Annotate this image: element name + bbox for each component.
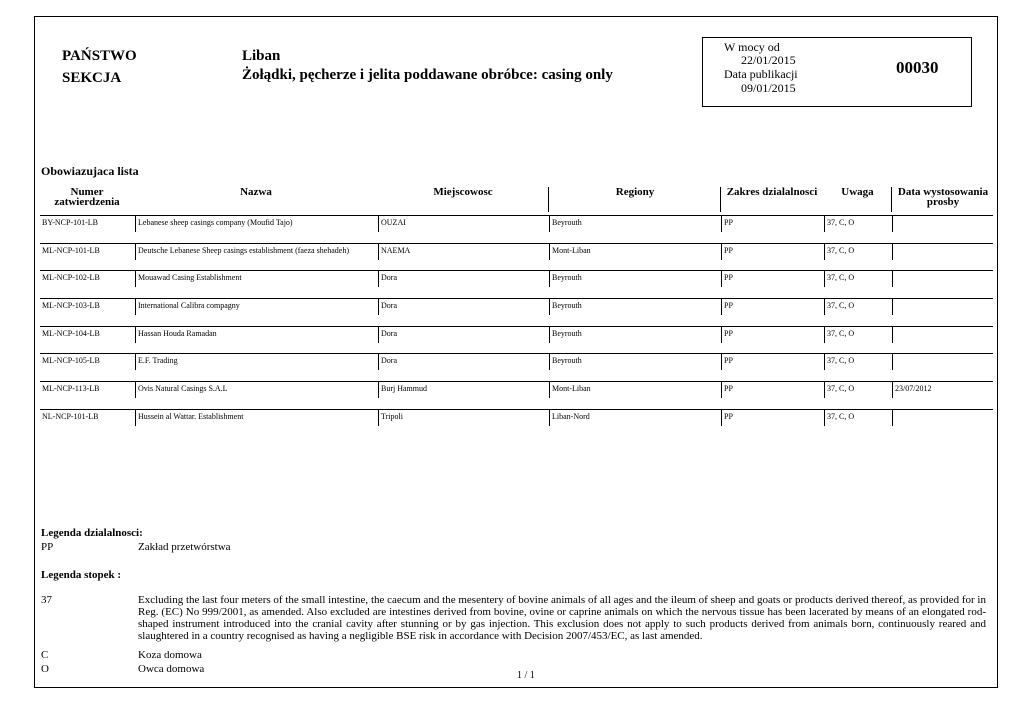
cell-note: 37, C, O bbox=[824, 299, 892, 315]
col-header-number: Numer zatwierdzenia bbox=[54, 186, 120, 208]
valid-from-date: 22/01/2015 bbox=[741, 53, 796, 67]
published-date: 09/01/2015 bbox=[741, 81, 796, 95]
footnote-text: Owca domowa bbox=[138, 663, 205, 675]
cell-number: ML-NCP-104-LB bbox=[42, 329, 100, 338]
cell-name: Lebanese sheep casings company (Moufid Tajo) bbox=[135, 216, 378, 232]
cell-date bbox=[892, 244, 993, 260]
document-number: 00030 bbox=[896, 58, 939, 77]
page-number: 1 / 1 bbox=[517, 670, 535, 681]
cell-date bbox=[892, 299, 993, 315]
cell-place: Dora bbox=[378, 271, 549, 287]
cell-date bbox=[892, 271, 993, 287]
cell-place: OUZAI bbox=[378, 216, 549, 232]
section-value: Żołądki, pęcherze i jelita poddawane obróbce: casing only bbox=[242, 67, 613, 83]
activity-legend-code: PP bbox=[41, 541, 54, 553]
cell-name: Ovis Natural Casings S.A.L bbox=[135, 382, 378, 398]
cell-date: 23/07/2012 bbox=[892, 382, 993, 398]
cell-region: Mont-Liban bbox=[549, 244, 721, 260]
cell-activity: PP bbox=[721, 410, 824, 426]
country-value: Liban bbox=[242, 48, 281, 64]
col-header-activity: Zakres dzialalnosci bbox=[726, 186, 818, 198]
footnote-text: Koza domowa bbox=[138, 649, 202, 661]
footnote-legend-title: Legenda stopek : bbox=[41, 569, 122, 581]
cell-region: Beyrouth bbox=[549, 299, 721, 315]
activity-legend-title: Legenda dzialalnosci: bbox=[41, 527, 143, 539]
header-separator bbox=[720, 187, 721, 212]
cell-date bbox=[892, 216, 993, 232]
cell-note: 37, C, O bbox=[824, 382, 892, 398]
published-label: Data publikacji bbox=[724, 67, 798, 81]
cell-activity: PP bbox=[721, 382, 824, 398]
header-separator bbox=[891, 187, 892, 212]
table-row bbox=[40, 243, 993, 271]
cell-note: 37, C, O bbox=[824, 410, 892, 426]
cell-region: Liban-Nord bbox=[549, 410, 721, 426]
cell-place: Burj Hammud bbox=[378, 382, 549, 398]
table-row bbox=[40, 326, 993, 354]
cell-region: Beyrouth bbox=[549, 216, 721, 232]
header-separator bbox=[548, 187, 549, 212]
cell-note: 37, C, O bbox=[824, 271, 892, 287]
cell-number: ML-NCP-113-LB bbox=[42, 384, 100, 393]
cell-number: NL-NCP-101-LB bbox=[42, 412, 99, 421]
cell-activity: PP bbox=[721, 244, 824, 260]
cell-activity: PP bbox=[721, 354, 824, 370]
cell-number: ML-NCP-101-LB bbox=[42, 246, 100, 255]
cell-note: 37, C, O bbox=[824, 216, 892, 232]
cell-activity: PP bbox=[721, 216, 824, 232]
list-title: Obowiazujaca lista bbox=[41, 164, 139, 178]
cell-activity: PP bbox=[721, 327, 824, 343]
footnote-code: C bbox=[41, 649, 49, 661]
col-header-note: Uwaga bbox=[841, 186, 874, 198]
cell-region: Beyrouth bbox=[549, 327, 721, 343]
footnote-text: Excluding the last four meters of the small intestine, the caecum and the mesentery of bovine animals of all ages and the ileum of sheep and goats or products derived thereof, as provided for in Reg. (EC) No 999/2001, as amended. Also excluded are intestines derived from bovine, ovine or caprine animals on which the nervous tissue has been lacerated by means of an elongated rod-shaped instrument introduced into the cranial cavity after stunning or by gas injection. This exclusion does not apply to such products derived from animals born, continuously reared and slaughtered in a country recognised as having a negligible BSE risk in accordance with Decision 2007/453/EC, as last amended. bbox=[138, 594, 986, 642]
cell-name: Hassan Houda Ramadan bbox=[135, 327, 378, 343]
cell-date bbox=[892, 410, 993, 426]
country-label: PAŃSTWO bbox=[62, 48, 137, 64]
table-row bbox=[40, 353, 993, 381]
cell-note: 37, C, O bbox=[824, 354, 892, 370]
cell-place: Dora bbox=[378, 354, 549, 370]
cell-name: E.F. Trading bbox=[135, 354, 378, 370]
section-label: SEKCJA bbox=[62, 70, 122, 86]
cell-number: ML-NCP-102-LB bbox=[42, 273, 100, 282]
cell-date bbox=[892, 327, 993, 343]
cell-number: ML-NCP-105-LB bbox=[42, 356, 100, 365]
footnote-code: O bbox=[41, 663, 49, 675]
cell-name: Deutsche Lebanese Sheep casings establishment (faeza shehadeh) bbox=[135, 244, 378, 260]
table-row bbox=[40, 270, 993, 298]
col-header-name: Nazwa bbox=[240, 186, 272, 198]
cell-note: 37, C, O bbox=[824, 327, 892, 343]
cell-name: International Calibra compagny bbox=[135, 299, 378, 315]
cell-activity: PP bbox=[721, 271, 824, 287]
cell-activity: PP bbox=[721, 299, 824, 315]
footnote-code: 37 bbox=[41, 594, 52, 606]
table-row bbox=[40, 298, 993, 326]
col-header-region: Regiony bbox=[615, 186, 655, 198]
cell-place: NAEMA bbox=[378, 244, 549, 260]
col-header-date: Data wystosowania prosby bbox=[897, 186, 989, 208]
cell-region: Mont-Liban bbox=[549, 382, 721, 398]
cell-region: Beyrouth bbox=[549, 271, 721, 287]
cell-place: Tripoli bbox=[378, 410, 549, 426]
cell-name: Mouawad Casing Establishment bbox=[135, 271, 378, 287]
cell-place: Dora bbox=[378, 299, 549, 315]
table-row bbox=[40, 215, 993, 243]
table-row bbox=[40, 409, 993, 437]
cell-date bbox=[892, 354, 993, 370]
activity-legend-text: Zakład przetwórstwa bbox=[138, 541, 231, 553]
col-header-place: Miejscowosc bbox=[433, 186, 493, 198]
cell-place: Dora bbox=[378, 327, 549, 343]
table-row bbox=[40, 381, 993, 409]
cell-name: Hussein al Wattar. Establishment bbox=[135, 410, 378, 426]
valid-from-label: W mocy od bbox=[724, 40, 780, 54]
cell-note: 37, C, O bbox=[824, 244, 892, 260]
cell-number: ML-NCP-103-LB bbox=[42, 301, 100, 310]
cell-number: BY-NCP-101-LB bbox=[42, 218, 99, 227]
cell-region: Beyrouth bbox=[549, 354, 721, 370]
